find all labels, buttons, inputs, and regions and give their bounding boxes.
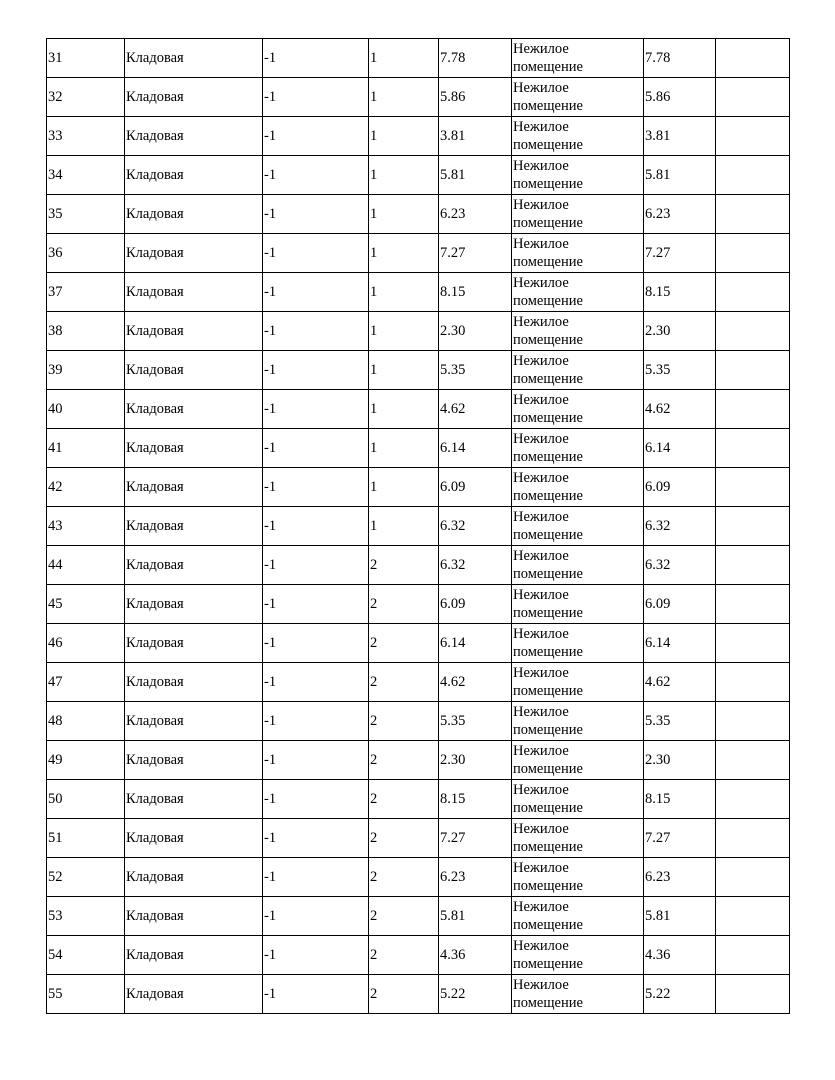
floor-level-cell: -1: [263, 429, 369, 468]
section-cell: 1: [369, 312, 439, 351]
table-row: [47, 702, 790, 741]
section-cell: 2: [369, 819, 439, 858]
table-row: [47, 312, 790, 351]
purpose-cell: [512, 195, 644, 234]
floor-level-cell: -1: [263, 468, 369, 507]
purpose-cell: [512, 234, 644, 273]
premise-name-cell: Кладовая: [125, 936, 263, 975]
total-area-cell: 3.81: [644, 117, 716, 156]
note-cell: [716, 702, 790, 741]
total-area-cell: 6.14: [644, 429, 716, 468]
row-number-cell: 37: [47, 273, 125, 312]
floor-level-cell: -1: [263, 897, 369, 936]
note-cell: [716, 195, 790, 234]
purpose-text: Нежилое помещение: [513, 704, 583, 738]
section-cell: 2: [369, 702, 439, 741]
total-area-cell: 6.32: [644, 546, 716, 585]
note-cell: [716, 546, 790, 585]
total-area-cell: 5.86: [644, 78, 716, 117]
area-cell: 2.30: [439, 312, 512, 351]
table-row: [47, 819, 790, 858]
table-row: [47, 741, 790, 780]
table-row: [47, 897, 790, 936]
section-cell: 2: [369, 585, 439, 624]
note-cell: [716, 78, 790, 117]
total-area-cell: 2.30: [644, 741, 716, 780]
table-row: [47, 585, 790, 624]
floor-level-cell: -1: [263, 975, 369, 1014]
section-cell: 2: [369, 546, 439, 585]
table-row: [47, 234, 790, 273]
area-cell: 5.81: [439, 897, 512, 936]
premise-name-cell: Кладовая: [125, 351, 263, 390]
row-number-cell: 50: [47, 780, 125, 819]
row-number-cell: 42: [47, 468, 125, 507]
note-cell: [716, 897, 790, 936]
note-cell: [716, 585, 790, 624]
purpose-cell: [512, 468, 644, 507]
section-cell: 1: [369, 234, 439, 273]
section-cell: 2: [369, 975, 439, 1014]
total-area-cell: 5.35: [644, 702, 716, 741]
premise-name-cell: Кладовая: [125, 975, 263, 1014]
section-cell: 2: [369, 624, 439, 663]
row-number-cell: 31: [47, 39, 125, 78]
purpose-cell: [512, 780, 644, 819]
note-cell: [716, 117, 790, 156]
purpose-text: Нежилое помещение: [513, 431, 583, 465]
purpose-text: Нежилое помещение: [513, 821, 583, 855]
premise-name-cell: Кладовая: [125, 156, 263, 195]
floor-level-cell: -1: [263, 936, 369, 975]
row-number-cell: 34: [47, 156, 125, 195]
table-row: [47, 429, 790, 468]
table-row: [47, 117, 790, 156]
total-area-cell: 7.78: [644, 39, 716, 78]
floor-level-cell: -1: [263, 117, 369, 156]
area-cell: 6.14: [439, 429, 512, 468]
premise-name-cell: Кладовая: [125, 312, 263, 351]
note-cell: [716, 663, 790, 702]
purpose-text: Нежилое помещение: [513, 314, 583, 348]
area-cell: 6.14: [439, 624, 512, 663]
section-cell: 2: [369, 663, 439, 702]
premise-name-cell: Кладовая: [125, 624, 263, 663]
note-cell: [716, 429, 790, 468]
total-area-cell: 6.14: [644, 624, 716, 663]
note-cell: [716, 351, 790, 390]
row-number-cell: 49: [47, 741, 125, 780]
table-row: [47, 936, 790, 975]
note-cell: [716, 390, 790, 429]
floor-level-cell: -1: [263, 546, 369, 585]
table-row: [47, 156, 790, 195]
premise-name-cell: Кладовая: [125, 702, 263, 741]
premise-name-cell: Кладовая: [125, 234, 263, 273]
row-number-cell: 52: [47, 858, 125, 897]
section-cell: 1: [369, 117, 439, 156]
purpose-cell: [512, 975, 644, 1014]
section-cell: 1: [369, 351, 439, 390]
purpose-cell: [512, 390, 644, 429]
total-area-cell: 6.09: [644, 468, 716, 507]
area-cell: 3.81: [439, 117, 512, 156]
premise-name-cell: Кладовая: [125, 507, 263, 546]
area-cell: 7.27: [439, 819, 512, 858]
table-row: [47, 624, 790, 663]
table-row: [47, 546, 790, 585]
table-row: [47, 195, 790, 234]
row-number-cell: 44: [47, 546, 125, 585]
row-number-cell: 48: [47, 702, 125, 741]
section-cell: 2: [369, 858, 439, 897]
purpose-cell: [512, 117, 644, 156]
purpose-cell: [512, 936, 644, 975]
note-cell: [716, 273, 790, 312]
section-cell: 1: [369, 78, 439, 117]
section-cell: 1: [369, 195, 439, 234]
table-row: [47, 780, 790, 819]
purpose-cell: [512, 624, 644, 663]
floor-level-cell: -1: [263, 78, 369, 117]
purpose-cell: [512, 39, 644, 78]
note-cell: [716, 780, 790, 819]
purpose-cell: [512, 741, 644, 780]
note-cell: [716, 975, 790, 1014]
purpose-text: Нежилое помещение: [513, 353, 583, 387]
total-area-cell: 6.23: [644, 195, 716, 234]
purpose-cell: [512, 663, 644, 702]
note-cell: [716, 468, 790, 507]
area-cell: 5.86: [439, 78, 512, 117]
table-row: [47, 351, 790, 390]
note-cell: [716, 624, 790, 663]
row-number-cell: 36: [47, 234, 125, 273]
floor-level-cell: -1: [263, 507, 369, 546]
note-cell: [716, 312, 790, 351]
purpose-text: Нежилое помещение: [513, 938, 583, 972]
area-cell: 6.32: [439, 507, 512, 546]
row-number-cell: 35: [47, 195, 125, 234]
table-row: [47, 468, 790, 507]
row-number-cell: 43: [47, 507, 125, 546]
total-area-cell: 2.30: [644, 312, 716, 351]
section-cell: 2: [369, 780, 439, 819]
total-area-cell: 8.15: [644, 780, 716, 819]
section-cell: 2: [369, 936, 439, 975]
total-area-cell: 6.09: [644, 585, 716, 624]
area-cell: 6.09: [439, 468, 512, 507]
purpose-cell: [512, 78, 644, 117]
note-cell: [716, 741, 790, 780]
purpose-text: Нежилое помещение: [513, 665, 583, 699]
purpose-text: Нежилое помещение: [513, 782, 583, 816]
floor-level-cell: -1: [263, 351, 369, 390]
floor-level-cell: -1: [263, 390, 369, 429]
total-area-cell: 6.32: [644, 507, 716, 546]
section-cell: 2: [369, 741, 439, 780]
premise-name-cell: Кладовая: [125, 546, 263, 585]
area-cell: 6.32: [439, 546, 512, 585]
row-number-cell: 53: [47, 897, 125, 936]
table-row: [47, 975, 790, 1014]
floor-level-cell: -1: [263, 195, 369, 234]
row-number-cell: 45: [47, 585, 125, 624]
floor-level-cell: -1: [263, 39, 369, 78]
note-cell: [716, 819, 790, 858]
row-number-cell: 32: [47, 78, 125, 117]
purpose-text: Нежилое помещение: [513, 275, 583, 309]
purpose-text: Нежилое помещение: [513, 158, 583, 192]
floor-level-cell: -1: [263, 858, 369, 897]
purpose-cell: [512, 429, 644, 468]
premise-name-cell: Кладовая: [125, 663, 263, 702]
note-cell: [716, 39, 790, 78]
premise-name-cell: Кладовая: [125, 273, 263, 312]
premises-table: [46, 38, 790, 1014]
total-area-cell: 6.23: [644, 858, 716, 897]
floor-level-cell: -1: [263, 234, 369, 273]
purpose-text: Нежилое помещение: [513, 392, 583, 426]
section-cell: 2: [369, 897, 439, 936]
area-cell: 6.09: [439, 585, 512, 624]
section-cell: 1: [369, 156, 439, 195]
floor-level-cell: -1: [263, 819, 369, 858]
floor-level-cell: -1: [263, 273, 369, 312]
premise-name-cell: Кладовая: [125, 390, 263, 429]
purpose-cell: [512, 507, 644, 546]
premise-name-cell: Кладовая: [125, 897, 263, 936]
purpose-text: Нежилое помещение: [513, 860, 583, 894]
premise-name-cell: Кладовая: [125, 195, 263, 234]
purpose-text: Нежилое помещение: [513, 587, 583, 621]
row-number-cell: 46: [47, 624, 125, 663]
floor-level-cell: -1: [263, 663, 369, 702]
area-cell: 4.62: [439, 663, 512, 702]
table-row: [47, 858, 790, 897]
floor-level-cell: -1: [263, 741, 369, 780]
note-cell: [716, 156, 790, 195]
row-number-cell: 41: [47, 429, 125, 468]
section-cell: 1: [369, 507, 439, 546]
purpose-text: Нежилое помещение: [513, 119, 583, 153]
total-area-cell: 5.81: [644, 897, 716, 936]
row-number-cell: 33: [47, 117, 125, 156]
row-number-cell: 40: [47, 390, 125, 429]
area-cell: 8.15: [439, 273, 512, 312]
area-cell: 7.27: [439, 234, 512, 273]
purpose-cell: [512, 351, 644, 390]
premise-name-cell: Кладовая: [125, 585, 263, 624]
floor-level-cell: -1: [263, 624, 369, 663]
row-number-cell: 51: [47, 819, 125, 858]
area-cell: 5.35: [439, 351, 512, 390]
note-cell: [716, 936, 790, 975]
purpose-text: Нежилое помещение: [513, 743, 583, 777]
area-cell: 4.36: [439, 936, 512, 975]
premise-name-cell: Кладовая: [125, 117, 263, 156]
total-area-cell: 7.27: [644, 819, 716, 858]
purpose-cell: [512, 819, 644, 858]
purpose-cell: [512, 546, 644, 585]
purpose-text: Нежилое помещение: [513, 197, 583, 231]
premise-name-cell: Кладовая: [125, 78, 263, 117]
premise-name-cell: Кладовая: [125, 780, 263, 819]
purpose-text: Нежилое помещение: [513, 626, 583, 660]
premise-name-cell: Кладовая: [125, 858, 263, 897]
purpose-text: Нежилое помещение: [513, 80, 583, 114]
table-row: [47, 39, 790, 78]
purpose-text: Нежилое помещение: [513, 548, 583, 582]
purpose-text: Нежилое помещение: [513, 899, 583, 933]
purpose-cell: [512, 858, 644, 897]
section-cell: 1: [369, 273, 439, 312]
purpose-text: Нежилое помещение: [513, 236, 583, 270]
floor-level-cell: -1: [263, 585, 369, 624]
table-row: [47, 663, 790, 702]
table-row: [47, 273, 790, 312]
purpose-cell: [512, 273, 644, 312]
row-number-cell: 55: [47, 975, 125, 1014]
total-area-cell: 7.27: [644, 234, 716, 273]
area-cell: 8.15: [439, 780, 512, 819]
area-cell: 6.23: [439, 195, 512, 234]
premises-table-body: [47, 39, 790, 1014]
section-cell: 1: [369, 390, 439, 429]
purpose-cell: [512, 585, 644, 624]
section-cell: 1: [369, 468, 439, 507]
premise-name-cell: Кладовая: [125, 819, 263, 858]
floor-level-cell: -1: [263, 702, 369, 741]
premise-name-cell: Кладовая: [125, 429, 263, 468]
total-area-cell: 5.81: [644, 156, 716, 195]
area-cell: 6.23: [439, 858, 512, 897]
table-row: [47, 507, 790, 546]
note-cell: [716, 858, 790, 897]
area-cell: 5.35: [439, 702, 512, 741]
premise-name-cell: Кладовая: [125, 741, 263, 780]
purpose-cell: [512, 702, 644, 741]
floor-level-cell: -1: [263, 312, 369, 351]
total-area-cell: 8.15: [644, 273, 716, 312]
area-cell: 7.78: [439, 39, 512, 78]
purpose-text: Нежилое помещение: [513, 509, 583, 543]
note-cell: [716, 507, 790, 546]
total-area-cell: 5.35: [644, 351, 716, 390]
purpose-cell: [512, 312, 644, 351]
row-number-cell: 39: [47, 351, 125, 390]
purpose-cell: [512, 156, 644, 195]
purpose-text: Нежилое помещение: [513, 470, 583, 504]
row-number-cell: 47: [47, 663, 125, 702]
purpose-cell: [512, 897, 644, 936]
total-area-cell: 4.62: [644, 390, 716, 429]
total-area-cell: 5.22: [644, 975, 716, 1014]
table-row: [47, 390, 790, 429]
row-number-cell: 54: [47, 936, 125, 975]
floor-level-cell: -1: [263, 780, 369, 819]
area-cell: 5.22: [439, 975, 512, 1014]
row-number-cell: 38: [47, 312, 125, 351]
area-cell: 5.81: [439, 156, 512, 195]
purpose-text: Нежилое помещение: [513, 977, 583, 1011]
purpose-text: Нежилое помещение: [513, 41, 583, 75]
area-cell: 4.62: [439, 390, 512, 429]
total-area-cell: 4.62: [644, 663, 716, 702]
section-cell: 1: [369, 39, 439, 78]
area-cell: 2.30: [439, 741, 512, 780]
floor-level-cell: -1: [263, 156, 369, 195]
table-row: [47, 78, 790, 117]
premise-name-cell: Кладовая: [125, 39, 263, 78]
note-cell: [716, 234, 790, 273]
premise-name-cell: Кладовая: [125, 468, 263, 507]
total-area-cell: 4.36: [644, 936, 716, 975]
section-cell: 1: [369, 429, 439, 468]
